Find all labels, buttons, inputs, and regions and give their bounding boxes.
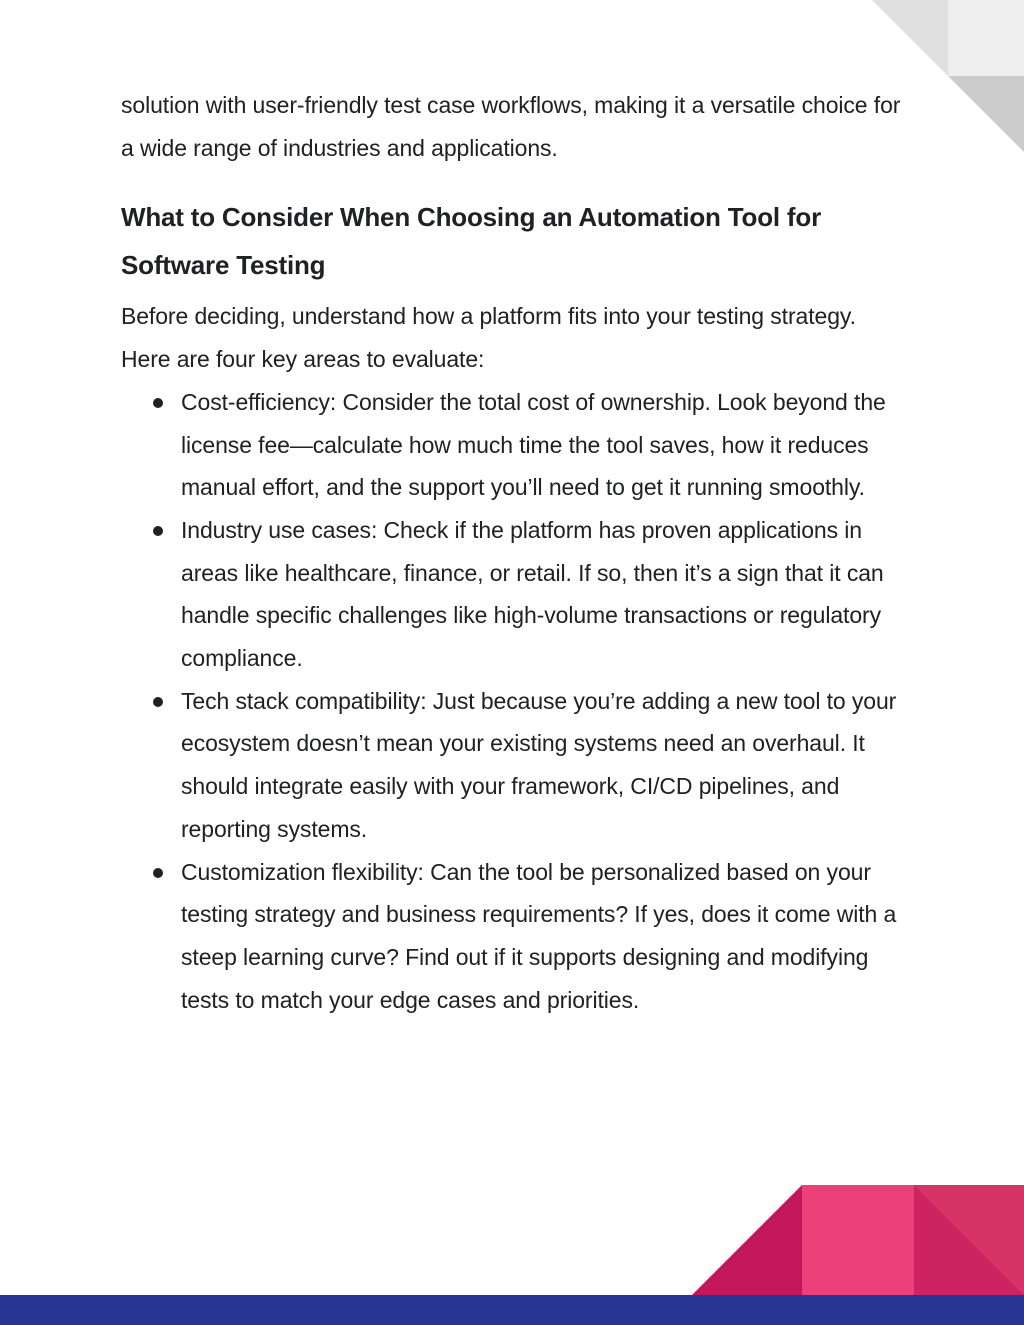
bullet-icon	[153, 398, 163, 408]
list-item-text: Customization flexibility: Can the tool be personalized based on your testing strategy and business requirements? If yes, does it come with a steep learning curve? Find out if it supports designing and modifying tests to match your edge cases and priorities.	[181, 858, 897, 1013]
bottom-right-corner-decoration	[692, 1185, 1024, 1295]
bullet-icon	[153, 697, 163, 707]
list-item-text: Industry use cases: Check if the platform has proven applications in areas like healthcare, finance, or retail. If so, then it’s a sign that it can handle specific challenges like high-volume transactions or regulatory compliance.	[181, 516, 884, 672]
section-heading: What to Consider When Choosing an Automation Tool for Software Testing	[121, 202, 821, 281]
list-item	[121, 509, 901, 680]
section-intro-paragraph: Before deciding, understand how a platform fits into your testing strategy. Here are four key areas to evaluate:	[121, 303, 856, 373]
list-item-text: Cost-efficiency: Consider the total cost of ownership. Look beyond the license fee—calculate how much time the tool saves, how it reduces manual effort, and the support you’ll need to get it running smoothly.	[181, 388, 886, 501]
page-content	[121, 84, 901, 1021]
list-item	[121, 851, 901, 1022]
list-item	[121, 680, 901, 851]
evaluation-criteria-list	[121, 381, 901, 1022]
bullet-icon	[153, 526, 163, 536]
bullet-icon	[153, 868, 163, 878]
intro-continuation-paragraph: solution with user-friendly test case workflows, making it a versatile choice for a wide range of industries and applications.	[121, 92, 901, 161]
footer-bar	[0, 1295, 1024, 1325]
list-item	[121, 381, 901, 509]
list-item-text: Tech stack compatibility: Just because you’re adding a new tool to your ecosystem doesn’t mean your existing systems need an overhaul. It should integrate easily with your framework, CI/CD pipelines, and reporting systems.	[181, 687, 897, 842]
